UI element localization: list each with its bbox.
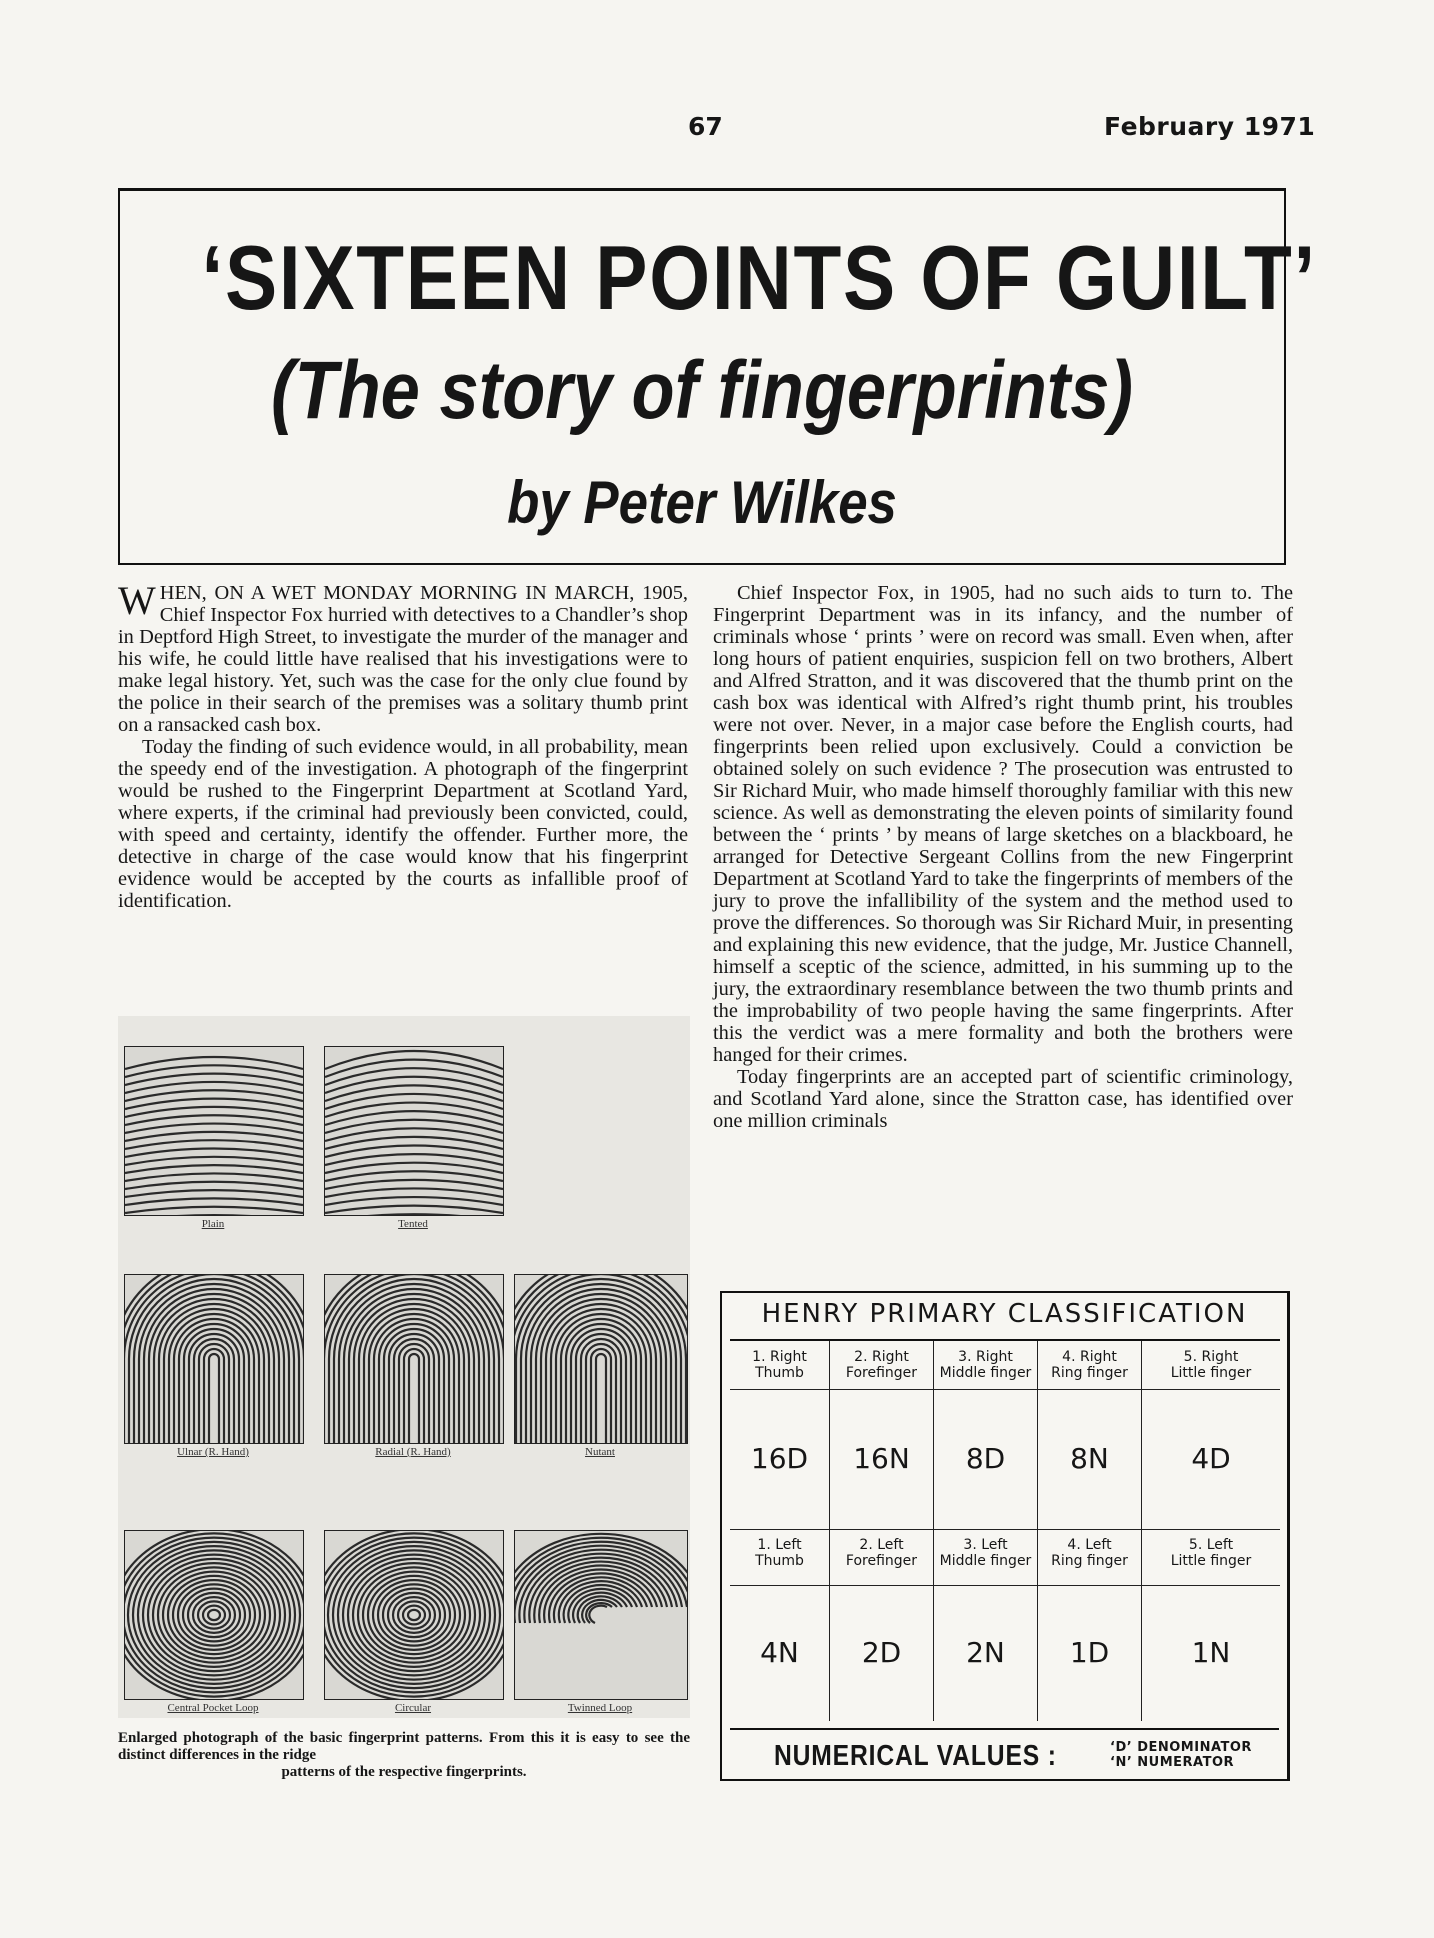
finger-number: 5. Left [1188, 1537, 1234, 1553]
finger-header [1142, 1341, 1280, 1389]
table-title: HENRY PRIMARY CLASSIFICATION [761, 1299, 1248, 1329]
finger-header [1142, 1529, 1280, 1585]
issue-date: February 1971 [1104, 112, 1316, 141]
ridge-line [188, 1593, 240, 1637]
fingerprint-label: Plain [201, 1218, 225, 1230]
paragraph: Today the finding of such evidence would, in all probability, mean the speedy end of the investigation. A photograph of the fingerprint would be rushed to the Fingerprint Department at Scotland Yard, where experts, if the criminal had previously been convicted, could, with speed and certainty, identify the offender. Further more, the detective in charge of the case would know that his fingerprint evidence would be accepted by the courts as infallible proof of identification. [118, 736, 688, 912]
ridge-line [153, 1563, 275, 1667]
fingerprint-image [124, 1274, 304, 1444]
fingerprint-label: Ulnar (R. Hand) [177, 1446, 249, 1458]
ridge-line [125, 1057, 303, 1069]
finger-name: Ring finger [1051, 1553, 1128, 1569]
numerator-key: ‘N’ NUMERATOR [1110, 1755, 1235, 1770]
fingerprint-image [514, 1530, 688, 1700]
fingerprint-label: Twinned Loop [567, 1702, 633, 1714]
ridge-line [125, 1198, 303, 1205]
ridge-line [393, 1597, 435, 1633]
article-column-left [118, 578, 688, 912]
finger-number: 4. Right [1062, 1349, 1117, 1365]
finger-number: 1. Right [752, 1349, 807, 1365]
ridge-line [354, 1299, 474, 1443]
numerical-value: 8D [934, 1389, 1038, 1529]
finger-header [934, 1341, 1038, 1389]
denominator-key: ‘D’ DENOMINATOR [1110, 1740, 1252, 1755]
ridge-line [325, 1146, 503, 1158]
finger-header [1038, 1341, 1142, 1389]
ridge-line [358, 1567, 470, 1662]
numerical-value: 1D [1038, 1585, 1142, 1721]
ridge-line [139, 1284, 289, 1443]
caption-line: Enlarged photograph of the basic fingerprint patterns. From this it is easy to see the distinct differences in the ridge [118, 1730, 690, 1763]
caption-line: patterns of the respective fingerprints. [281, 1764, 527, 1780]
ridge-line [589, 1606, 607, 1623]
ridge-line [125, 1182, 303, 1189]
ridge-line [388, 1593, 440, 1637]
ridge-line [193, 1597, 235, 1633]
finger-name: Thumb [755, 1365, 804, 1381]
ridge-line [541, 1299, 661, 1443]
ridge-line [125, 1538, 303, 1693]
ridge-line [353, 1563, 475, 1667]
finger-header [730, 1529, 830, 1585]
fingerprint-image [124, 1046, 304, 1216]
numerical-value: 4D [1191, 1442, 1231, 1475]
finger-name: Middle finger [939, 1365, 1032, 1381]
page-number: 67 [688, 112, 723, 141]
paragraph-text: HEN, ON A WET MONDAY MORNING IN MARCH, 1905, Chief Inspector Fox hurried with detectives to a Chandler’s shop in Deptford High Street, to investigate the murder of the manager and his wife, he could little have realised that his investigations were to make legal history. Yet, such was the case for the only clue found by the police in their search of the premises was a solitary thumb print on a ransacked cash box. [118, 582, 688, 736]
finger-number: 5. Right [1183, 1349, 1239, 1365]
finger-number: 4. Left [1067, 1537, 1112, 1553]
article-subtitle: (The story of fingerprints) [271, 345, 1133, 436]
fingerprint-image [324, 1046, 504, 1216]
finger-number: 3. Right [958, 1349, 1013, 1365]
ridge-line [125, 1190, 303, 1197]
fingerprint-label: Nutant [585, 1446, 615, 1458]
ridge-line [158, 1567, 270, 1662]
numerical-value: 16D [730, 1389, 830, 1529]
finger-name: Forefinger [845, 1553, 918, 1569]
fingerprint-label: Radial (R. Hand) [375, 1446, 451, 1458]
fingerprint-image [124, 1530, 304, 1700]
numerical-value: 8N [1038, 1389, 1142, 1529]
ridge-line [325, 1197, 503, 1205]
finger-header [730, 1341, 830, 1389]
numerical-value: 4N [730, 1585, 830, 1721]
ridge-line [154, 1299, 274, 1443]
finger-name: Middle finger [939, 1553, 1032, 1569]
ridge-line [325, 1206, 503, 1213]
finger-number: 2. Left [859, 1537, 904, 1553]
ridge-line [404, 1349, 424, 1443]
ridge-line [596, 1354, 606, 1443]
fingerprint-image [324, 1530, 504, 1700]
ridge-line [338, 1550, 490, 1679]
ridge-line [325, 1120, 503, 1133]
fingerprint-label: Tented [398, 1218, 428, 1230]
finger-name: Thumb [755, 1553, 804, 1569]
finger-name: Little finger [1170, 1365, 1252, 1381]
ridge-line [125, 1165, 303, 1173]
ridge-line [325, 1188, 503, 1197]
finger-number: 3. Left [963, 1537, 1008, 1553]
ridge-line [526, 1284, 676, 1443]
paragraph: Chief Inspector Fox, in 1905, had no such aids to turn to. The Fingerprint Department was in its infancy, and the number of criminals whose ‘ prints ’ were on record was small. Even when, after long hours of patient enquiries, suspicion fell on two brothers, Albert and Alfred Stratton, and it was discovered that the thumb print on the cash box was identical with Alfred’s right thumb print, his troubles were not over. Never, in a major case before the English courts, had fingerprints been relied upon exclusively. Could a conviction be obtained solely on such evidence ? The prosecution was entrusted to Sir Richard Muir, who made himself thoroughly familiar with this new science. As well as demonstrating the eleven points of similarity found between the ‘ prints ’ by means of large sketches on a blackboard, he arranged for Detective Sergeant Collins from the new Fingerprint Department at Scotland Yard to take the fingerprints of members of the jury to prove the infallibility of the system and the method used to prove the differences. So thorough was Sir Richard Muir, in presenting and explaining this new evidence, that the judge, Mr. Justice Channell, himself a sceptic of the science, admitted, in his summing up to the jury, the extraordinary resemblance between the two thumb prints and the improbability of two people having the same fingerprints. After this the verdict was a mere formality and both the brothers were hanged for their crimes. [713, 582, 1293, 1066]
numerical-value: 2D [830, 1585, 934, 1721]
ridge-line [325, 1103, 503, 1117]
fingerprint-image [324, 1274, 504, 1444]
ridge-line [325, 1538, 503, 1693]
finger-header [934, 1529, 1038, 1585]
ridge-line [325, 1137, 503, 1149]
ridge-line [325, 1128, 503, 1141]
finger-name: Little finger [1170, 1553, 1252, 1569]
ridge-line [138, 1550, 290, 1679]
ridge-line [408, 1610, 420, 1620]
ridge-line [591, 1349, 611, 1443]
table-footer [730, 1728, 1279, 1778]
numerical-value: 2N [934, 1585, 1038, 1721]
ridge-line [173, 1580, 255, 1650]
title-box [118, 188, 1318, 565]
fingerprint-image [514, 1274, 688, 1444]
numerical-value: 16N [830, 1389, 934, 1529]
ridge-line [403, 1606, 425, 1625]
ridge-line [125, 1531, 303, 1699]
numerical-value: 1N [1191, 1636, 1231, 1669]
fingerprint-figure [118, 1016, 690, 1718]
ridge-line [203, 1606, 225, 1625]
ridge-line [339, 1284, 489, 1443]
paragraph [118, 578, 688, 736]
ridge-line [409, 1354, 419, 1443]
ridge-line [204, 1349, 224, 1443]
figure-caption [118, 1730, 690, 1781]
finger-header [830, 1341, 934, 1389]
ridge-line [125, 1065, 303, 1077]
fingerprint-label: Central Pocket Loop [167, 1702, 259, 1714]
fingerprint-label: Circular [394, 1702, 432, 1714]
drop-cap: W [118, 578, 156, 623]
ridge-line [125, 1173, 303, 1181]
ridge-line [325, 1111, 503, 1125]
finger-name: Forefinger [845, 1365, 918, 1381]
article-column-right [713, 582, 1293, 1132]
henry-classification-table [720, 1291, 1290, 1781]
numerical-values-label: NUMERICAL VALUES : [774, 1740, 1057, 1772]
ridge-line [325, 1214, 503, 1215]
ridge-line [373, 1580, 455, 1650]
ridge-line [208, 1610, 220, 1620]
paragraph: Today fingerprints are an accepted part of scientific criminology, and Scotland Yard alone, since the Stratton case, has identified over one million criminals [713, 1066, 1293, 1132]
finger-header [1038, 1529, 1142, 1585]
finger-name: Ring finger [1051, 1365, 1128, 1381]
finger-number: 2. Right [854, 1349, 909, 1365]
ridge-line [125, 1207, 303, 1213]
finger-header [830, 1529, 934, 1585]
article-byline: by Peter Wilkes [507, 469, 897, 536]
ridge-line [125, 1157, 303, 1165]
ridge-line [325, 1531, 503, 1699]
ridge-line [209, 1354, 219, 1443]
classification-grid [730, 1339, 1280, 1721]
finger-number: 1. Left [757, 1537, 802, 1553]
ridge-line [125, 1074, 303, 1085]
article-title: ‘SIXTEEN POINTS OF GUILT’ [201, 228, 1318, 329]
